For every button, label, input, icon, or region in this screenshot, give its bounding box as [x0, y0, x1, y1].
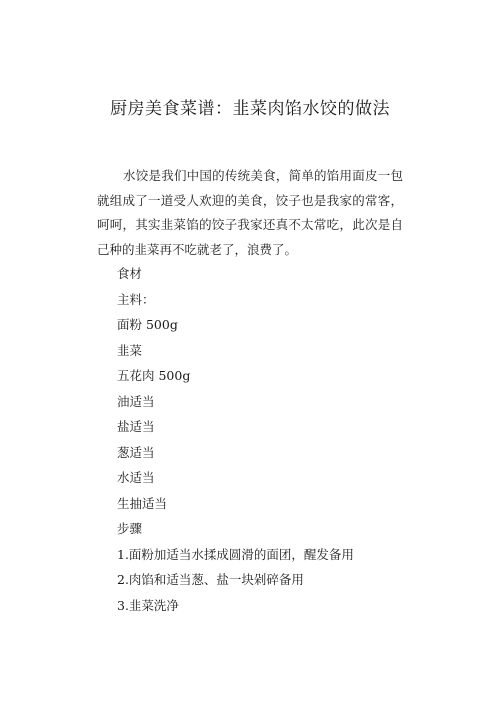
section-heading-steps: 步骤: [117, 521, 143, 536]
subsection-main-ingredients: 主料：: [117, 291, 155, 307]
intro-paragraph: 水饺是我们中国的传统美食，简单的馅用面皮一包就组成了一道受人欢迎的美食，饺子也是我家的常客，呵呵，其实韭菜馅的饺子我家还真不太常吃，此次是自己种的韭菜再不吃就老了，浪费了。: [97, 168, 403, 257]
page-title: 厨房美食菜谱：韭菜肉馅水饺的做法: [110, 99, 390, 119]
ingredient-scallion: 葱适当: [117, 444, 155, 460]
section-heading-ingredients: 食材: [117, 266, 143, 281]
step-1: 1.面粉加适当水揉成圆滑的面团，醒发备用: [117, 546, 354, 562]
step-2: 2.肉馅和适当葱、盐一块剁碎备用: [117, 572, 304, 587]
step-3: 3.韭菜洗净: [117, 597, 179, 613]
ingredient-flour: 面粉 500g: [117, 317, 178, 332]
ingredient-chives: 韭菜: [117, 342, 143, 358]
ingredient-soy-sauce: 生抽适当: [117, 495, 168, 511]
ingredient-salt: 盐适当: [117, 419, 155, 434]
ingredient-oil: 油适当: [117, 393, 155, 409]
ingredient-water: 水适当: [117, 470, 155, 485]
ingredient-pork-belly: 五花肉 500g: [117, 368, 191, 383]
recipe-list: [117, 261, 354, 618]
